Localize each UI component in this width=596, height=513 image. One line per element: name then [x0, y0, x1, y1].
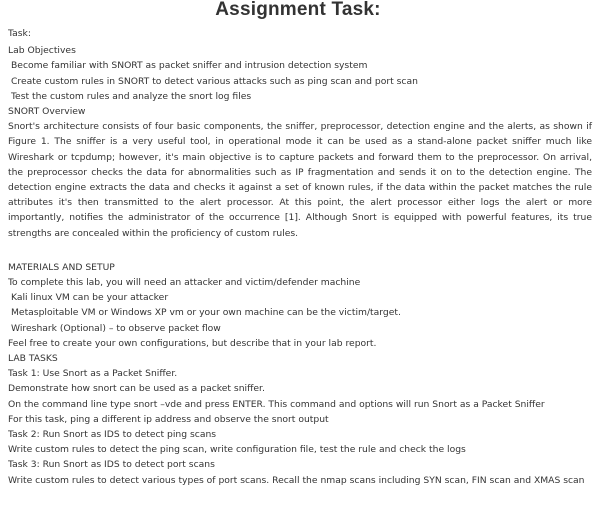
objective-item: Test the custom rules and analyze the snort log files — [11, 90, 252, 102]
materials-item: Metasploitable VM or Windows XP vm or your own machine can be the victim/target. — [11, 307, 401, 319]
task1-line: For this task, ping a different ip address and observe the snort output — [8, 413, 329, 425]
materials-item: Wireshark (Optional) – to observe packet flow — [11, 322, 221, 334]
snort-overview-section — [8, 104, 592, 241]
page-title: Assignment Task: — [215, 0, 381, 20]
task3-paragraph: Write custom rules to detect various types of port scans. Recall the nmap scans including SYN scan, FIN scan and XMAS scan — [8, 474, 585, 486]
task1-line: On the command line type snort –vde and press ENTER. This command and options will run Snort as a Packet Sniffer — [8, 398, 545, 410]
lab-tasks-heading: LAB TASKS — [8, 353, 58, 365]
objective-item: Become familiar with SNORT as packet sniffer and intrusion detection system — [11, 60, 368, 72]
lab-tasks-section — [8, 351, 592, 488]
materials-section — [8, 260, 592, 351]
materials-item: Kali linux VM can be your attacker — [11, 292, 169, 304]
materials-intro: To complete this lab, you will need an attacker and victim/defender machine — [8, 277, 361, 289]
task-label: Task: — [8, 28, 31, 39]
materials-note: Feel free to create your own configurations, but describe that in your lab report. — [8, 337, 377, 349]
objective-item: Create custom rules in SNORT to detect various attacks such as ping scan and port scan — [11, 75, 418, 87]
materials-heading: MATERIALS AND SETUP — [8, 261, 115, 273]
task3-title: Task 3: Run Snort as IDS to detect port scans — [8, 459, 215, 471]
lab-objectives-section — [8, 43, 592, 104]
assignment-content — [8, 26, 592, 488]
snort-overview-paragraph: Snort's architecture consists of four basic components, the sniffer, preprocessor, detection engine and the alerts, as shown if Figure 1. The sniffer is a very useful tool, in operational mode it can be used as a stand-alone packet sniffer much like Wireshark or tcpdump; however, it's main objective is to capture packets and forward them to the preprocessor. On arrival, the preprocessor checks the data for abnormalities such as IP fragmentation and sends it on to the detection engine. The detection engine extracts the data and checks it against a set of known rules, if the data within the packet matches the rule attributes it's then transmitted to the alert processor. At this point, the alert processor either logs the alert or more importantly, notifies the administrator of the occurrence [1]. Although Snort is equipped with powerful features, its true strengths are concealed within the proficiency of custom rules. — [8, 121, 592, 239]
task2-line: Write custom rules to detect the ping scan, write configuration file, test the rule and check the logs — [8, 444, 466, 456]
task2-title: Task 2: Run Snort as IDS to detect ping scans — [8, 429, 217, 441]
task1-line: Demonstrate how snort can be used as a packet sniffer. — [8, 383, 265, 395]
lab-objectives-heading: Lab Objectives — [8, 45, 76, 57]
snort-overview-heading: SNORT Overview — [8, 106, 86, 118]
task1-title: Task 1: Use Snort as a Packet Sniffer. — [8, 368, 178, 380]
